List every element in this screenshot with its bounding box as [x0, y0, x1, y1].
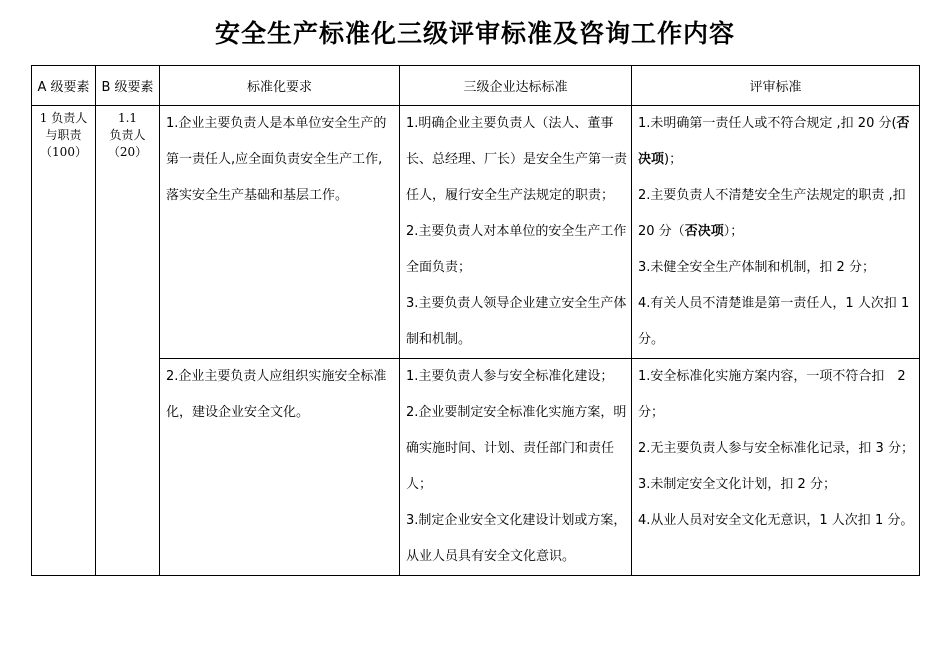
a-element-cell: 1 负责人 与职责 （100） — [32, 106, 96, 576]
header-criteria: 评审标准 — [632, 66, 920, 106]
standard-cell: 1.明确企业主要负责人（法人、董事长、总经理、厂长）是安全生产第一责任人，履行安全生产法规定的职责； 2.主要负责人对本单位的安全生产工作全面负责； 3.主要负责人领导企业建立安全生产体制和机制。 — [400, 106, 632, 359]
table-header-row — [32, 66, 920, 106]
header-standard: 三级企业达标标准 — [400, 66, 632, 106]
page-title: 安全生产标准化三级评审标准及咨询工作内容 — [214, 19, 735, 48]
requirement-cell: 2.企业主要负责人应组织实施安全标准化，建设企业安全文化。 — [160, 359, 400, 576]
table-row — [32, 359, 920, 576]
table-row — [32, 106, 920, 359]
standard-cell: 1.主要负责人参与安全标准化建设； 2.企业要制定安全标准化实施方案，明确实施时间、计划、责任部门和责任人； 3.制定企业安全文化建设计划或方案，从业人员具有安全文化意识。 — [400, 359, 632, 576]
standards-table — [31, 65, 920, 576]
header-requirement: 标准化要求 — [160, 66, 400, 106]
header-a-element: A 级要素 — [32, 66, 96, 106]
b-element-cell: 1.1 负责人 （20） — [96, 106, 160, 576]
header-b-element: B 级要素 — [96, 66, 160, 106]
criteria-cell: 1.未明确第一责任人或不符合规定 ,扣 20 分(否决项)； 2.主要负责人不清楚安全生产法规定的职责 ,扣 20 分（否决项）； 3.未健全安全生产体制和机制，扣 2 分； 4.有关人员不清楚谁是第一责任人，1 人次扣 1 分。 — [632, 106, 920, 359]
criteria-cell: 1.安全标准化实施方案内容，一项不符合扣 2 分； 2.无主要负责人参与安全标准化记录，扣 3 分； 3.未制定安全文化计划，扣 2 分； 4.从业人员对安全文化无意识，1 人次扣 1 分。 — [632, 359, 920, 576]
requirement-cell: 1.企业主要负责人是本单位安全生产的第一责任人,应全面负责安全生产工作,落实安全生产基础和基层工作。 — [160, 106, 400, 359]
